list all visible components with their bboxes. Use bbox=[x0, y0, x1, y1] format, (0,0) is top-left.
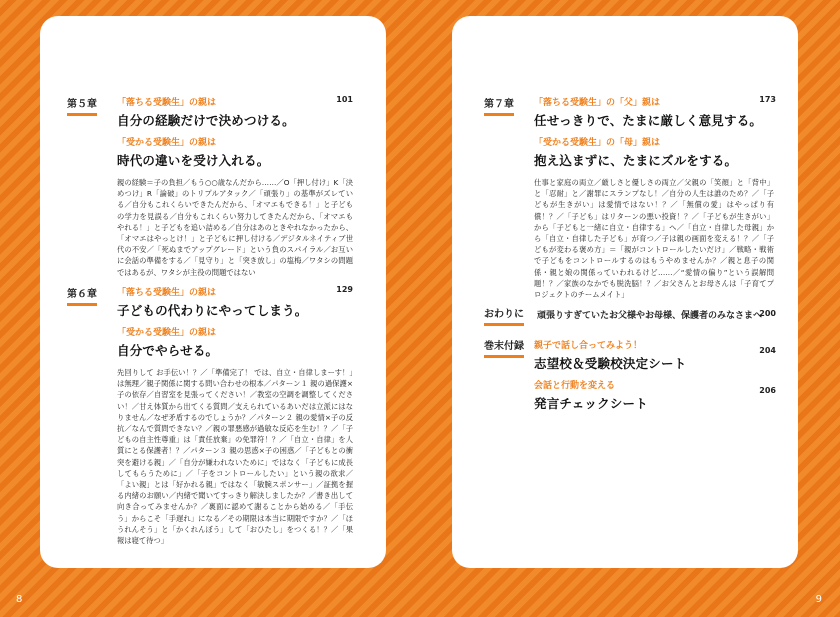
chapter-label: 第７章 bbox=[484, 95, 514, 116]
right-page bbox=[452, 16, 798, 568]
section-label: 「受かる受験生」の親は bbox=[117, 138, 217, 148]
chapter-content bbox=[534, 95, 774, 175]
appendix-label: 巻末付録 bbox=[484, 337, 524, 358]
appendix-item-label: 会話と行動を変える bbox=[534, 381, 616, 391]
chapter-label: 第５章 bbox=[67, 95, 97, 116]
section-label: 「受かる受験生」の「母」親は bbox=[534, 138, 661, 148]
section-title: 抱え込まずに、たまにズルをする。 bbox=[534, 153, 738, 168]
section-label: 「落ちる受験生」の「父」親は bbox=[534, 98, 661, 108]
chapter-6 bbox=[67, 285, 353, 555]
appendix-item-label: 親子で話し合ってみよう！ bbox=[534, 341, 643, 351]
section-label: 「受かる受験生」の親は bbox=[117, 328, 217, 338]
section-title: 任せっきりで、たまに厳しく意見する。 bbox=[534, 113, 763, 128]
afterword-page-number: 200 bbox=[759, 309, 776, 318]
page-number-right: 9 bbox=[815, 594, 822, 605]
chapter-body: 先回りして お手伝い！？／「準備完了！ では、自立・自律しまーす！」は無理／親子関係に関する問い合わせの根本／パターン１ 親の過保護×子の依存／自習室を見張ってください！／教室の空調を調整してください！／甘え体質から出てくる質問／支えられているあいだは立派にはなりません／なぜ矛盾するのでしょうか？／パターン２ 親の愛情×子の反抗／なんで質問できない？／親の罪悪感が過敏な反応を生む！？／「子どもの自主性尊重」は「責任放棄」の免罪符！？／「自立・自律」を人質にとる保護者！？／パターン３ 親の思惑×子の困惑／「子どもとの衝突を避ける親」／「自分が嫌われないために」ではなく「子どもに成長してもらうために」／「子をコントロールしたい」という親の欲求／「よい親」とは「好かれる親」ではなく「敏腕スポンサー」／証拠を握る内緒のお願い／内緒で聞いてすっきり解決しましたか？／書き出して向き合ってみませんか？／裏面に認めて謝ることから始める／「手伝う」からこそ「手遅れ」になる／その期限は本当に期限ですか？／「ほうれんそう」と「かくれんぼう」して「おひたし」をつくる！？／「果報は寝て待つ」 bbox=[117, 368, 353, 546]
section-label: 「落ちる受験生」の親は bbox=[117, 288, 217, 298]
section-title: 自分でやらせる。 bbox=[117, 343, 219, 358]
afterword-title: 頑張りすぎていたお父様やお母様、保護者のみなさまへ bbox=[537, 311, 763, 321]
chapter-page-number: 101 bbox=[336, 95, 353, 104]
appendix-item bbox=[534, 378, 776, 418]
left-page bbox=[40, 16, 386, 568]
section-title: 時代の違いを受け入れる。 bbox=[117, 153, 270, 168]
chapter-body: 親の経験＝子の負担／もう○○歳なんだから……／O「押し付け」K「決めつけ」R「論破」のトリプルアタック／「頑張り」の基準がズレている／自分もこれくらいできたんだから、「オマエもできる！」と子どもの学力を見誤る／自分もこれくらい努力してきたんだから、「オマエもやれる！」と子どもを追い詰める／自分はあのときやれなかったから、「オマエはやっとけ！」と子どもに押し付ける／デジタルネイティブ世代の不安／「死ぬまでアップグレード」という負のスパイラル／お互いに会話の準備をする／「見守り」と「突き放し」の塩梅／ワタシの問題ではあるが、ワタシが主役の問題ではない bbox=[117, 178, 353, 277]
section-title: 自分の経験だけで決めつける。 bbox=[117, 113, 295, 128]
appendix-item-page-number: 206 bbox=[759, 386, 776, 395]
afterword-label: おわりに bbox=[484, 305, 524, 326]
appendix-item-title: 志望校＆受験校決定シート bbox=[534, 356, 687, 371]
chapter-content bbox=[117, 95, 351, 175]
chapter-7 bbox=[484, 95, 776, 310]
chapter-content bbox=[117, 285, 351, 365]
appendix-item-page-number: 204 bbox=[759, 346, 776, 355]
chapter-body: 仕事と家庭の両立／厳しさと優しさの両立／父親の「笑顔」と「背中」と「忍耐」と／謝罪にスランプなし！／自分の人生は誰のため？／「子どもが生きがい」は愛情ではない！？／「無償の愛」はやっぱり有償！？／「子ども」はリターンの悪い投資！？／「子どもが生きがい」から「子どもと一緒に自立・自律する」へ／「自立・自律した母親」から「自立・自律した子ども」が育つ／子は親の画面を変える！？／「子どもが変わる褒め方」＝「親がコントロールしたいだけ」／戦略・戦術で子どもをコントロールするのはもうやめませんか？／親と息子の関係・親と娘の関係っていわれるけど……／“愛情の偏り”という誤解問題！？／家族のなかでも脱洗脳！？／お父さんとお母さんは「子育てプロジェクトのチームメイト」 bbox=[534, 178, 774, 300]
chapter-label: 第６章 bbox=[67, 285, 97, 306]
appendix-item-title: 発言チェックシート bbox=[534, 396, 648, 411]
chapter-page-number: 129 bbox=[336, 285, 353, 294]
section-label: 「落ちる受験生」の親は bbox=[117, 98, 217, 108]
section-title: 子どもの代わりにやってしまう。 bbox=[117, 303, 308, 318]
chapter-page-number: 173 bbox=[759, 95, 776, 104]
page-number-left: 8 bbox=[16, 594, 23, 605]
appendix-item bbox=[534, 338, 776, 378]
chapter-5 bbox=[67, 95, 353, 285]
